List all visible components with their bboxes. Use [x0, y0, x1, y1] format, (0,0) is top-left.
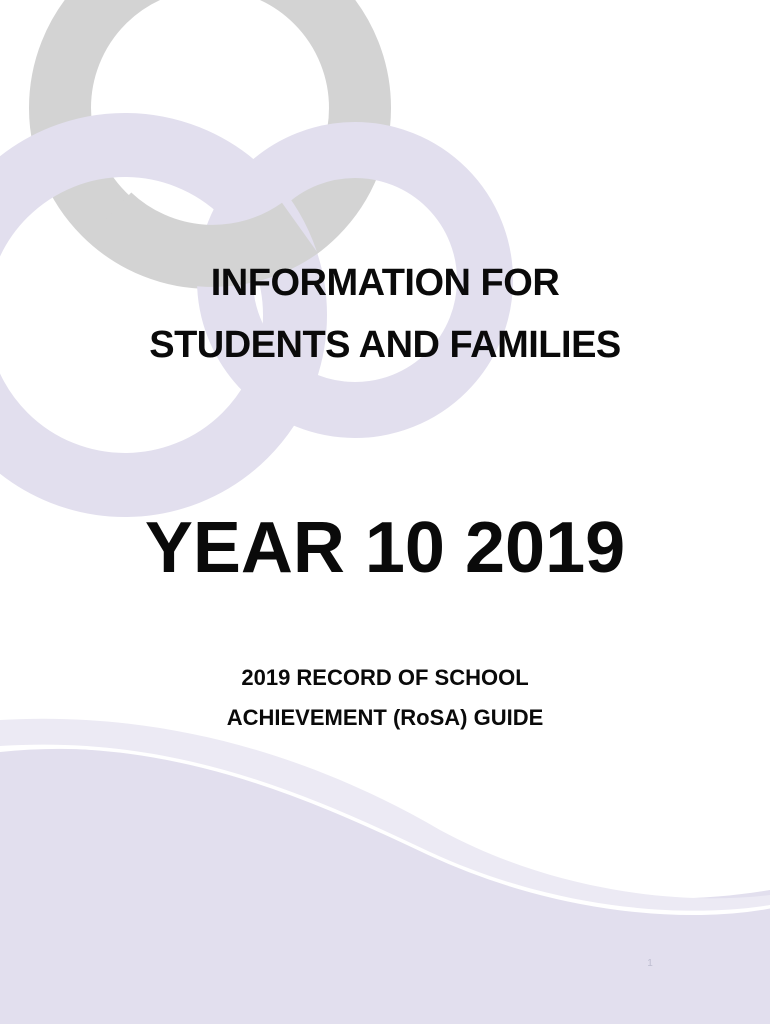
- subtitle-line-2: ACHIEVEMENT (RoSA) GUIDE: [226, 705, 544, 730]
- document-subtitle: [0, 658, 770, 738]
- heading-line-1: INFORMATION FOR: [210, 262, 560, 304]
- document-heading: [0, 252, 770, 376]
- heading-line-2: STUDENTS AND FAMILIES: [149, 324, 621, 366]
- subtitle-line-1: 2019 RECORD OF SCHOOL: [241, 665, 529, 690]
- bottom-wave: [0, 749, 770, 1024]
- year-title: YEAR 10 2019: [144, 508, 626, 588]
- gray-ring-overlap: [110, 215, 300, 256]
- page-number: 1: [647, 958, 653, 969]
